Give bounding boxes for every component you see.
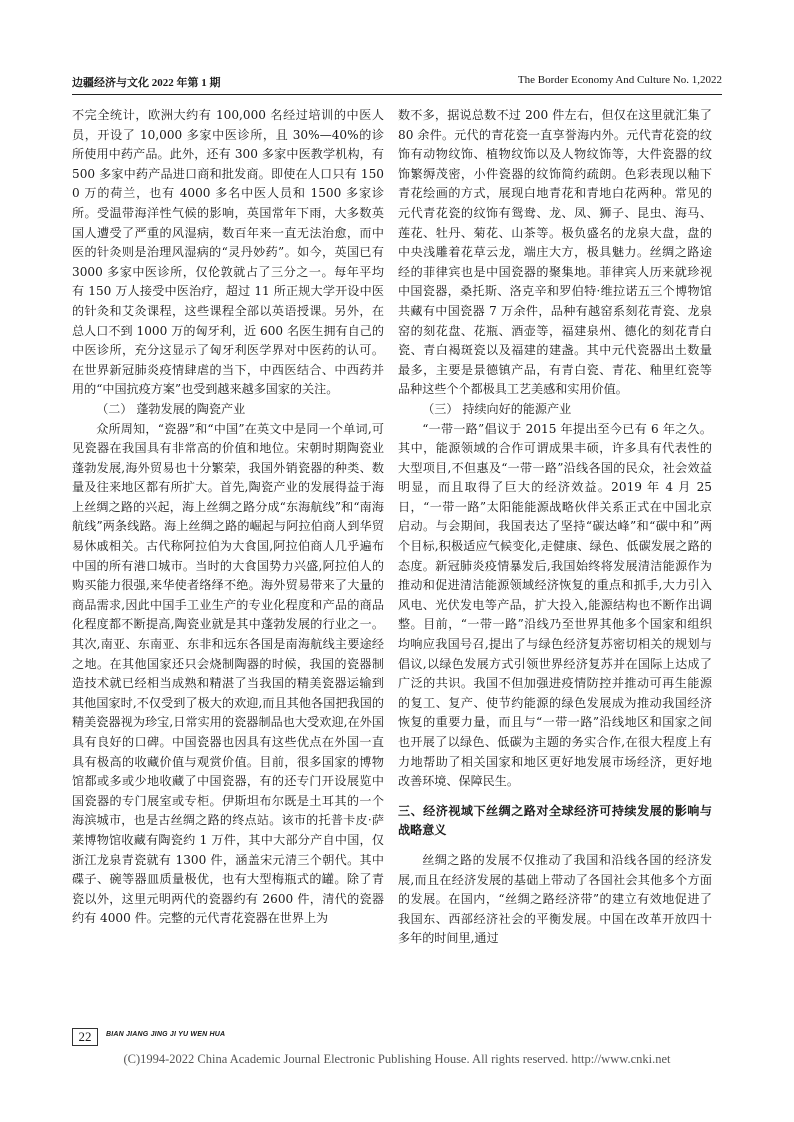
running-header	[72, 74, 722, 94]
paragraph-energy: “一带一路”倡议于 2015 年提出至今已有 6 年之久。其中，能源领域的合作可谓成果丰硕，许多具有代表性的大型项目,不但惠及“一带一路”沿线各国的民众，社会效益明显，而且取得了巨大的经济效益。2019 年 4 月 25 日，“一带一路”太阳能能源战略伙伴关系正式在中国北京启动。与会期间，我国表达了坚持“碳达峰”和“碳中和”两个目标,积极适应气候变化,走健康、绿色、低碳发展之路的态度。新冠肺炎疫情暴发后,我国始终将发展清洁能源作为推动和促进清洁能源领域经济恢复的重点和抓手,大力引入风电、光伏发电等产品，扩大投入,能源结构也不断作出调整。目前，“一带一路”沿线乃至世界其他多个国家和组织均响应我国号召,提出了与绿色经济复苏密切相关的规划与倡议,以绿色发展方式引领世界经济复苏并在国际上达成了广泛的共识。我国不但加强进疫情防控并推动可再生能源的复工、复产、使节约能源的绿色发展成为推动我国经济恢复的重要力量，而且与“一带一路”沿线地区和国家之间也开展了以绿色、低碳为主题的务实合作,在很大程度上有力地帮助了相关国家和地区更好地发展市场经济，更好地改善环境、保障民生。	[398, 421, 712, 789]
paragraph-continued-right: 数不多，据说总数不过 200 件左右，但仅在这里就汇集了 80 余件。元代的青花瓷一直享誉海内外。元代青花瓷的纹饰有动物纹饰、植物纹饰以及人物纹饰等，大件瓷器的纹饰繁缛茂密，小件瓷器的纹饰简约疏朗。色彩表现以釉下青花绘画的方式，展现白地青花和青地白花两种。常见的元代青花瓷的纹饰有鸳鸯、龙、凤、狮子、昆虫、海马、莲花、牡丹、菊花、山茶等。极负盛名的龙泉大盘，盘的中央浅雕着花草云龙，端庄大方，极具魅力。丝绸之路途经的菲律宾也是中国瓷器的聚集地。菲律宾人历来就珍视中国瓷器，桑托斯、洛克辛和罗伯特·维拉诺五三个博物馆共藏有中国瓷器 7 万余件，品种有越窑系刻花青瓷、龙泉窑的刻花盘、花瓶、酒壶等，福建泉州、德化的刻花青白瓷、青白褐斑瓷以及福建的建盏。其中元代瓷器出土数量最多，主要是景德镇产品，有青白瓷、青花、釉里红瓷等品种这些个个都极具工艺美感和实用价值。	[398, 108, 712, 397]
publication-name: BIAN JIANG JING JI YU WEN HUA	[106, 1031, 226, 1038]
header-rule	[72, 94, 722, 95]
paragraph-ceramics: 众所周知，“瓷器”和“中国”在英文中是同一个单词,可见瓷器在我国具有非常高的价值和地位。宋朝时期陶瓷业蓬勃发展,海外贸易也十分繁荣，我国外销瓷器的种类、数量及往来地区都有所扩大。首先,陶瓷产业的发展得益于海上丝绸之路的兴起，海上丝绸之路分成“东海航线”和“南海航线”两条线路。海上丝绸之路的崛起与阿拉伯商人到华贸易休戚相关。古代称阿拉伯为大食国,阿拉伯商人几乎遍布中国的所有港口城市。当时的大食国势力兴盛,阿拉伯人的购买能力很强,来华使者络绎不绝。海外贸易带来了大量的商品需求,因此中国手工业生产的专业化程度和产品的商品化程度都不断提高,陶瓷业就是其中蓬勃发展的行业之一。其次,南亚、东南亚、东非和远东各国是南海航线主要途经之地。在其他国家还只会烧制陶器的时候，我国的瓷器制造技术就已经相当成熟和精湛了当我国的精美瓷器运输到其他国家时,不仅受到了极大的欢迎,而且其他各国把我国的精美瓷器视为珍宝,日常实用的瓷器制品也大受欢迎,在外国具有良好的口碑。中国瓷器也因具有这些优点在外国一直具有极高的收藏价值与观赏价值。目前，很多国家的博物馆都或多或少地收藏了中国瓷器，有的还专门开设展览中国瓷器的专门展室或专柜。伊斯坦布尔既是土耳其的一个海滨城市，也是古丝绸之路的终点站。该市的托普卡皮·萨莱博物馆收藏有陶瓷约 1 万件，其中大部分产自中国，仅浙江龙泉青瓷就有 1300 件，涵盖宋元清三个朝代。其中碟子、碗等器皿质量极优，也有大型梅瓶式的罐。除了青瓷以外，这里元明两代的瓷器约有 2600 件，清代的瓷器约有 4000 件。完整的元代青花瓷器在世界上为	[72, 421, 384, 926]
section-heading-3: 三、经济视域下丝绸之路对全球经济可持续发展的影响与战略意义	[398, 803, 712, 838]
subheading-energy: （三） 持续向好的能源产业	[422, 401, 572, 416]
journal-header-cn: 边疆经济与文化 2022 年第 1 期	[72, 77, 221, 89]
paragraph-section-3: 丝绸之路的发展不仅推动了我国和沿线各国的经济发展,而且在经济发展的基础上带动了各国社会其他多个方面的发展。在国内，“丝绸之路经济带”的建立有效地促进了我国东、西部经济社会的平衡发展。中国在改革开放四十多年的时间里,通过	[398, 852, 712, 946]
subheading-ceramics: （二） 蓬勃发展的陶瓷产业	[96, 401, 246, 416]
right-column	[398, 106, 712, 949]
paragraph-continued: 不完全统计，欧洲大约有 100,000 名经过培训的中医人员，开设了 10,000 多家中医诊所，且 30%—40%的诊所使用中药产品。此外，还有 300 多家中医教学机构，有 500 多家中药产品进口商和批发商。即使在人口只有 1500 万的荷兰，也有 4000 多名中医人员和 1500 多家诊所。受温带海洋性气候的影响，英国常年下雨，大多数英国人遭受了严重的风湿病，数百年来一直无法治愈，而中医的针灸则是治理风湿病的“灵丹妙药”。如今，英国已有 3000 多家中医诊所，仅伦敦就占了三分之一。每年平均有 150 万人接受中医治疗，超过 11 所正规大学开设中医的针灸和艾灸课程，这些课程全部以英语授课。另外，在总人口不到 1000 万的匈牙利，近 600 名医生拥有自己的中医诊所，充分这显示了匈牙利医学界对中医药的认可。在世界新冠肺炎疫情肆虐的当下，中西医结合、中西药并用的“中国抗疫方案”也受到越来越多国家的关注。	[72, 108, 384, 397]
journal-header-en: The Border Economy And Culture No. 1,2022	[517, 74, 722, 86]
copyright-notice: (C)1994-2022 China Academic Journal Electronic Publishing House. All rights reserved. http://www.cnki.net	[123, 1052, 671, 1066]
left-column	[72, 106, 384, 929]
page-number: 22	[72, 1028, 98, 1046]
